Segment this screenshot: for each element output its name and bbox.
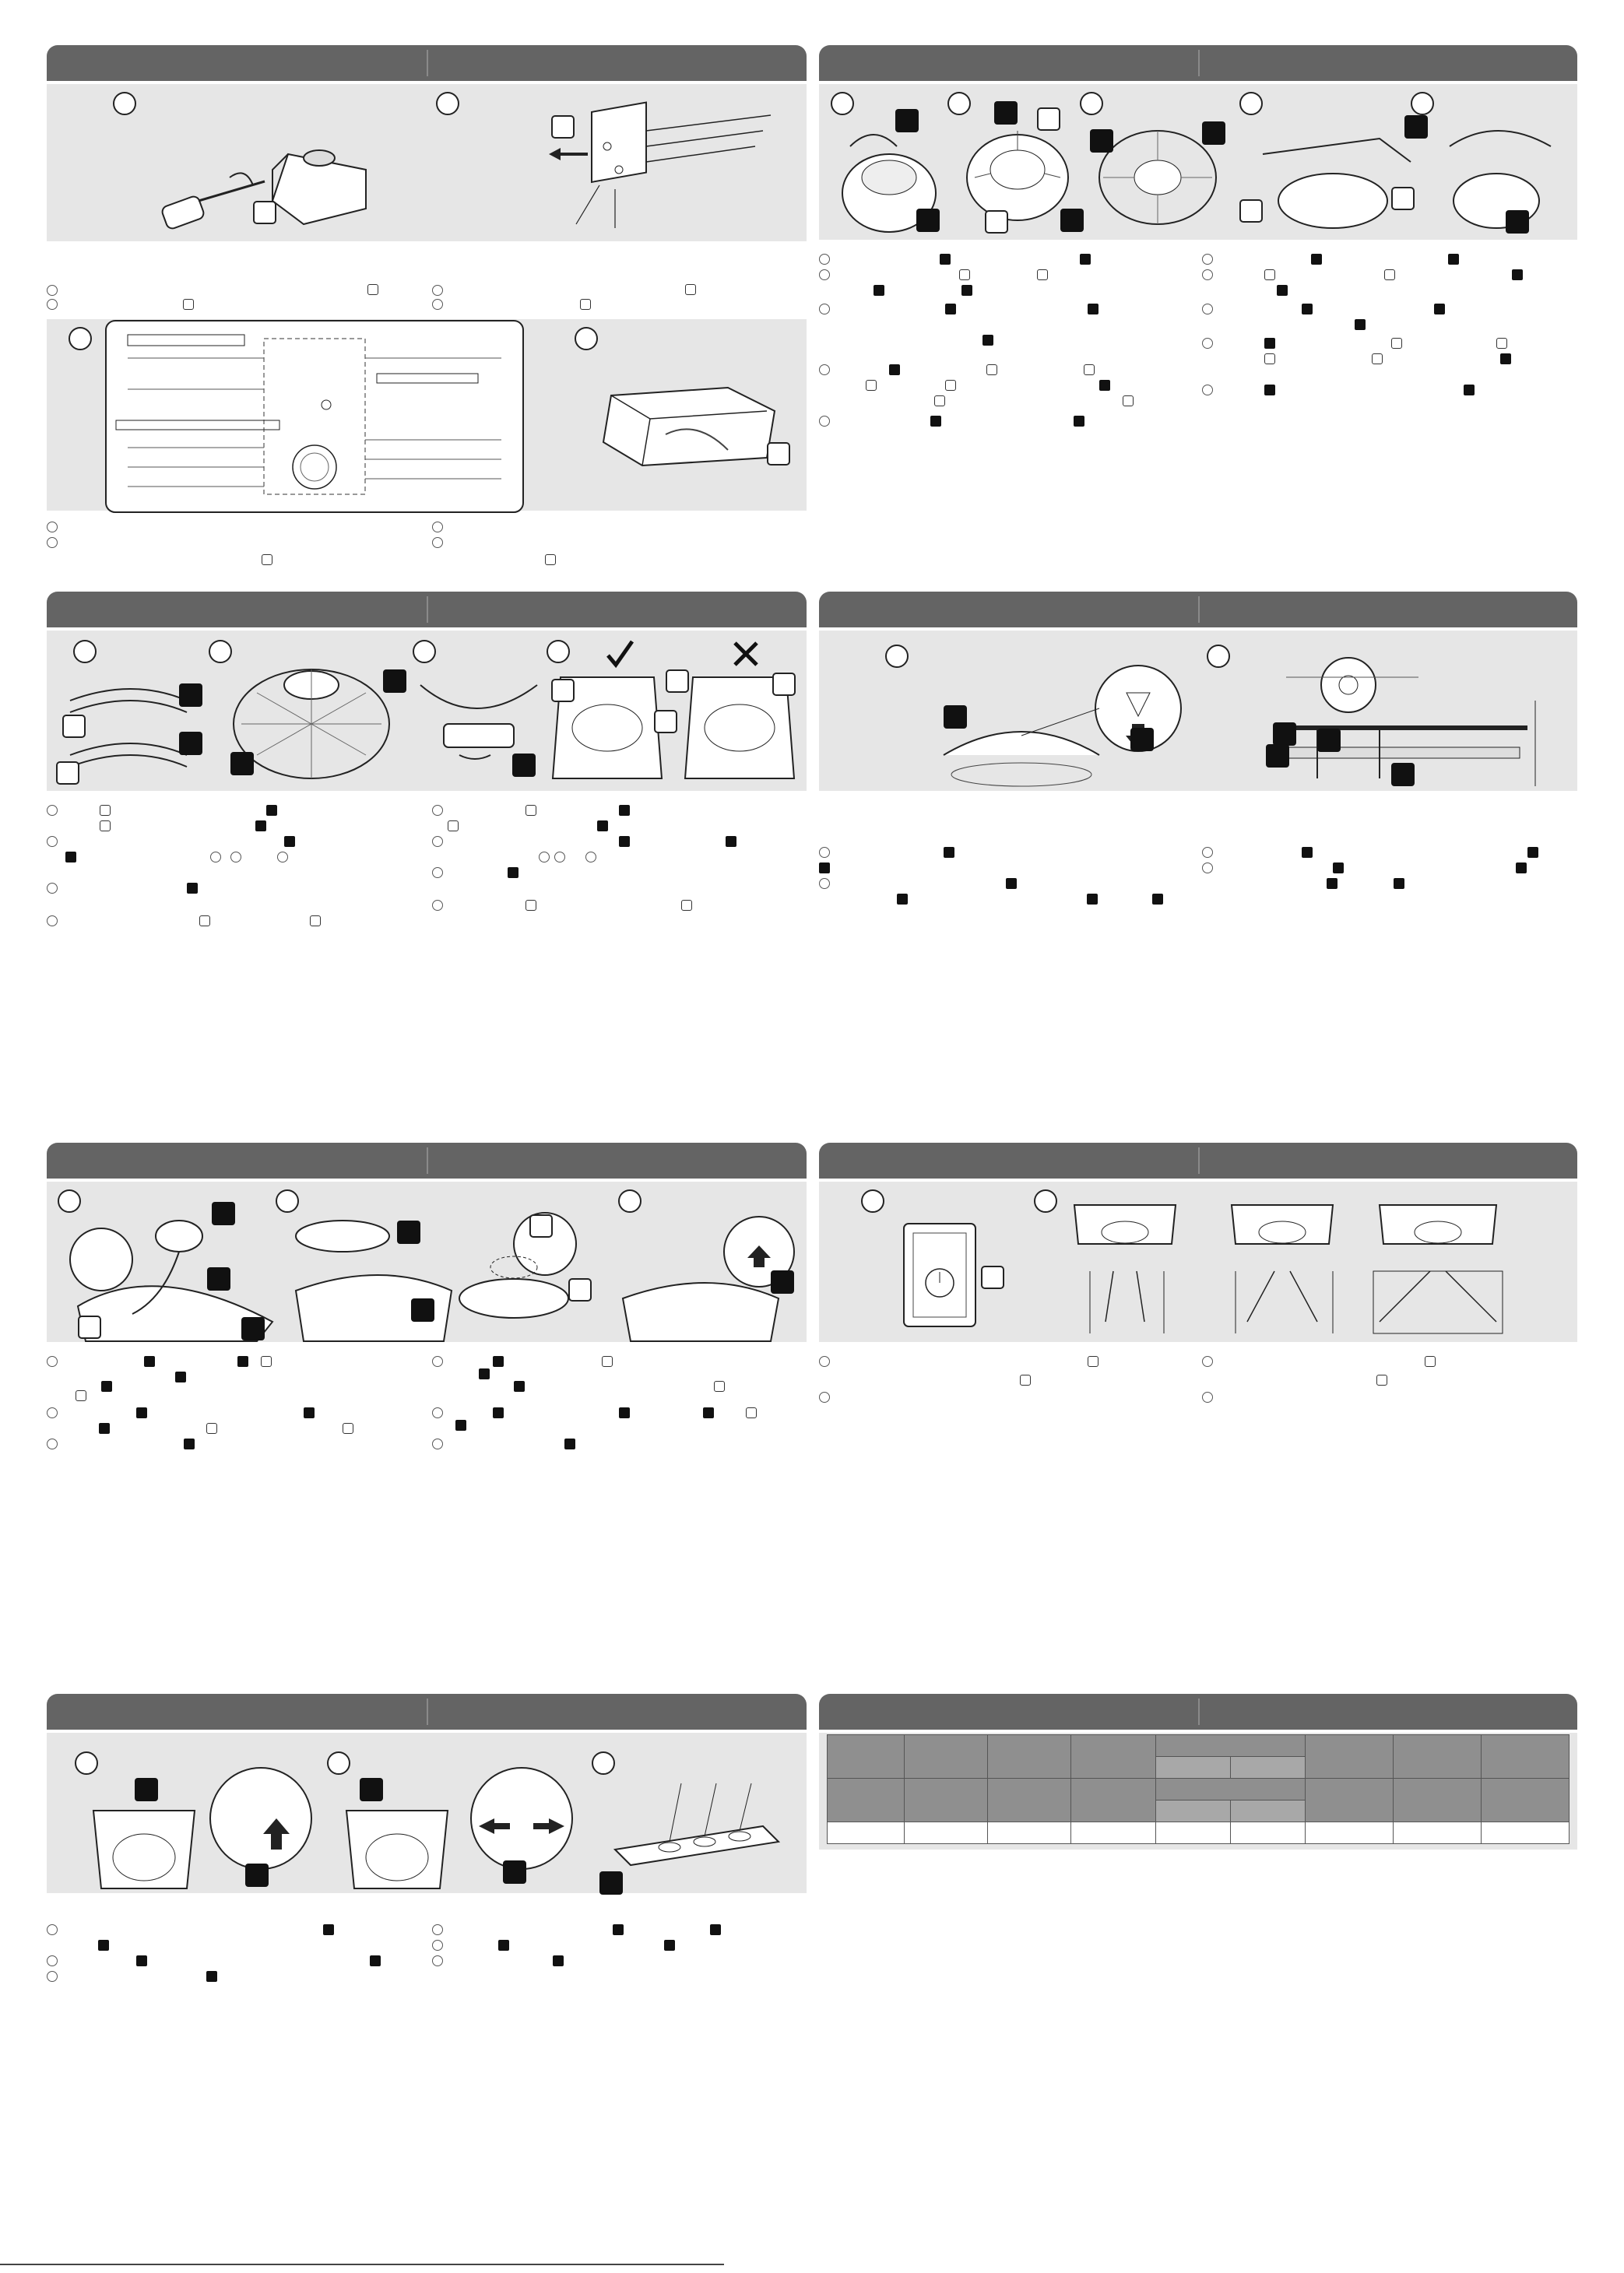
language-marker	[432, 805, 443, 816]
language-marker	[1202, 269, 1213, 280]
inline-ref	[498, 1940, 509, 1951]
language-marker	[554, 852, 565, 862]
inline-ref	[1074, 416, 1084, 427]
table-header-cell	[1306, 1735, 1394, 1779]
callout-badge	[503, 1860, 526, 1884]
inline-ref	[99, 1423, 110, 1434]
table-header-cell	[1482, 1779, 1570, 1822]
language-marker	[47, 299, 58, 310]
inline-ref	[98, 1940, 109, 1951]
inline-ref	[526, 900, 536, 911]
table-cell	[1482, 1822, 1570, 1844]
inline-ref	[1311, 254, 1322, 265]
callout-badge	[1506, 210, 1529, 234]
table-header-cell	[1156, 1757, 1231, 1779]
language-marker	[47, 1924, 58, 1935]
inline-ref	[370, 1955, 381, 1966]
inline-ref	[1333, 862, 1344, 873]
section-wall-control-and-airflow	[819, 1143, 1577, 1439]
section-wiring-and-box	[47, 45, 807, 574]
inline-ref	[101, 1381, 112, 1392]
section-header-bar	[819, 592, 1577, 627]
callout-badge	[1130, 728, 1154, 751]
inline-ref	[580, 299, 591, 310]
inline-ref	[545, 554, 556, 565]
inline-ref	[76, 1390, 86, 1401]
callout-badge	[1202, 121, 1225, 145]
table-header-cell	[1482, 1735, 1570, 1779]
table-cell	[988, 1822, 1071, 1844]
language-marker	[47, 883, 58, 894]
language-marker	[1202, 862, 1213, 873]
language-marker	[432, 867, 443, 878]
inline-ref	[986, 364, 997, 375]
section-fan-guard-and-blade-assembly	[819, 45, 1577, 442]
inline-ref	[1088, 1356, 1098, 1367]
callout-box	[1037, 107, 1060, 131]
callout-badge	[1317, 729, 1341, 752]
inline-ref	[597, 820, 608, 831]
inline-ref	[136, 1407, 147, 1418]
inline-ref	[1372, 353, 1383, 364]
table-header-cell	[1306, 1779, 1394, 1822]
callout-badge	[383, 669, 406, 693]
inline-ref	[619, 1407, 630, 1418]
page-footer-rule	[0, 2264, 724, 2265]
inline-ref	[982, 335, 993, 346]
language-marker	[47, 836, 58, 847]
language-marker	[47, 285, 58, 296]
inline-ref	[455, 1420, 466, 1431]
language-marker	[1202, 304, 1213, 314]
callout-badge	[245, 1864, 269, 1887]
inline-ref	[1527, 847, 1538, 858]
inline-ref	[897, 894, 908, 905]
callout-badge	[411, 1298, 434, 1322]
inline-ref	[1264, 385, 1275, 395]
inline-ref	[255, 820, 266, 831]
callout-box	[568, 1278, 592, 1302]
table-cell	[1394, 1822, 1482, 1844]
inline-ref	[681, 900, 692, 911]
inline-ref	[1327, 878, 1338, 889]
inline-ref	[934, 395, 945, 406]
inline-ref	[514, 1381, 525, 1392]
step-marker	[209, 640, 232, 663]
section-ceiling-mounting	[819, 592, 1577, 919]
template-strip-illustration	[607, 1779, 786, 1888]
inline-ref	[448, 820, 459, 831]
inline-ref	[944, 847, 954, 858]
callout-badge	[512, 754, 536, 777]
inline-ref	[1084, 364, 1095, 375]
inline-ref	[866, 380, 877, 391]
inline-ref	[175, 1372, 186, 1382]
inline-ref	[1500, 353, 1511, 364]
language-marker	[1202, 338, 1213, 349]
table-cell	[905, 1822, 988, 1844]
language-marker	[1202, 1392, 1213, 1403]
housing-cover-illustration	[280, 1205, 607, 1341]
language-marker	[819, 1356, 830, 1367]
inline-ref	[183, 299, 194, 310]
inline-ref	[1302, 304, 1313, 314]
inline-ref	[1264, 353, 1275, 364]
section-header-bar	[47, 592, 807, 627]
callout-box	[62, 715, 86, 738]
language-marker	[432, 1940, 443, 1951]
section-header-bar	[819, 1694, 1577, 1730]
inline-ref	[343, 1423, 353, 1434]
airflow-medium-illustration	[1224, 1197, 1341, 1337]
callout-badge	[1060, 209, 1084, 232]
callout-badge	[1273, 722, 1296, 746]
inline-ref	[136, 1955, 147, 1966]
callout-badge	[599, 1871, 623, 1895]
language-marker	[432, 1924, 443, 1935]
step-marker	[413, 640, 436, 663]
callout-badge	[916, 209, 940, 232]
language-marker	[47, 1955, 58, 1966]
inline-ref	[945, 304, 956, 314]
inline-ref	[961, 285, 972, 296]
inline-ref	[493, 1356, 504, 1367]
language-marker	[819, 254, 830, 265]
step-marker	[947, 92, 971, 115]
inline-ref	[619, 805, 630, 816]
airflow-wide-illustration	[1372, 1197, 1504, 1337]
inline-ref	[1391, 338, 1402, 349]
inline-ref	[726, 836, 736, 847]
section-clip-release-and-template	[47, 1694, 807, 1990]
language-marker	[432, 522, 443, 532]
inline-ref	[1464, 385, 1475, 395]
step-marker	[885, 645, 909, 668]
step-marker	[861, 1189, 884, 1213]
table-header-cell	[905, 1735, 988, 1779]
inline-ref	[310, 915, 321, 926]
inline-ref	[1516, 862, 1527, 873]
inline-ref	[1496, 338, 1507, 349]
table-header-cell	[1231, 1757, 1306, 1779]
section-specification-table	[819, 1694, 1577, 1850]
inline-ref	[199, 915, 210, 926]
inline-ref	[508, 867, 518, 878]
language-marker	[819, 878, 830, 889]
language-marker	[819, 1392, 830, 1403]
inline-ref	[746, 1407, 757, 1418]
section-header-bar	[819, 1143, 1577, 1179]
inline-ref	[100, 820, 111, 831]
table-cell	[828, 1822, 905, 1844]
table-header-cell	[1071, 1735, 1156, 1779]
inline-ref	[1448, 254, 1459, 265]
inline-ref	[1512, 269, 1523, 280]
callout-box	[529, 1214, 553, 1238]
language-marker	[47, 1407, 58, 1418]
callout-box	[551, 115, 575, 139]
callout-badge	[360, 1778, 383, 1801]
inline-ref	[479, 1368, 490, 1379]
clip-push-illustration	[86, 1764, 319, 1888]
language-marker	[819, 304, 830, 314]
table-header-cell	[828, 1779, 905, 1822]
step-marker	[1080, 92, 1103, 115]
callout-badge	[1266, 744, 1289, 768]
language-marker	[819, 416, 830, 427]
callout-box	[1391, 187, 1415, 210]
callout-badge	[230, 752, 254, 775]
inline-ref	[237, 1356, 248, 1367]
callout-box	[772, 673, 796, 696]
inline-ref	[1264, 338, 1275, 349]
inline-ref	[144, 1356, 155, 1367]
callout-badge	[212, 1202, 235, 1225]
section-guard-attachment-and-orientation	[47, 592, 807, 934]
inline-ref	[1394, 878, 1404, 889]
inline-ref	[266, 805, 277, 816]
inline-ref	[1080, 254, 1091, 265]
inline-ref	[710, 1924, 721, 1935]
inline-ref	[1020, 1375, 1031, 1386]
table-header-cell	[1394, 1779, 1482, 1822]
callout-box	[985, 210, 1008, 234]
inline-ref	[1264, 269, 1275, 280]
step-marker	[547, 640, 570, 663]
callout-badge	[1090, 129, 1113, 153]
language-marker	[585, 852, 596, 862]
inline-ref	[1152, 894, 1163, 905]
specification-table	[827, 1734, 1570, 1844]
step-marker	[69, 327, 92, 350]
callout-badge	[207, 1267, 230, 1291]
section-header-bar	[47, 1694, 807, 1730]
table-header-cell	[1156, 1779, 1306, 1800]
inline-ref	[714, 1381, 725, 1392]
inline-ref	[1302, 847, 1313, 858]
section-motor-housing-assembly	[47, 1143, 807, 1509]
language-marker	[432, 836, 443, 847]
inline-ref	[1425, 1356, 1436, 1367]
table-header-cell	[1394, 1735, 1482, 1779]
wiring-diagram-icon	[104, 319, 525, 515]
callout-box	[551, 679, 575, 702]
inline-ref	[184, 1439, 195, 1449]
callout-box	[654, 710, 677, 733]
language-marker	[432, 299, 443, 310]
language-marker	[819, 269, 830, 280]
inline-ref	[65, 852, 76, 862]
callout-badge	[241, 1317, 265, 1340]
language-marker	[819, 847, 830, 858]
step-marker	[1411, 92, 1434, 115]
callout-box	[767, 442, 790, 465]
table-header-cell	[1156, 1735, 1306, 1757]
callout-box	[56, 761, 79, 785]
table-cell	[1156, 1822, 1231, 1844]
step-marker	[592, 1751, 615, 1775]
table-cell	[1231, 1822, 1306, 1844]
callout-badge	[1391, 763, 1415, 786]
callout-box	[981, 1266, 1004, 1289]
callout-badge	[994, 101, 1018, 125]
inline-ref	[819, 862, 830, 873]
inline-ref	[1355, 319, 1366, 330]
callout-badge	[771, 1270, 794, 1294]
inline-ref	[367, 284, 378, 295]
callout-box	[253, 201, 276, 224]
language-marker	[432, 1955, 443, 1966]
inline-ref	[304, 1407, 315, 1418]
inline-ref	[553, 1955, 564, 1966]
language-marker	[819, 364, 830, 375]
callout-badge	[397, 1221, 420, 1244]
callout-badge	[895, 109, 919, 132]
step-marker	[1239, 92, 1263, 115]
inline-ref	[284, 836, 295, 847]
table-header-cell	[1071, 1779, 1156, 1822]
inline-ref	[945, 380, 956, 391]
language-marker	[47, 522, 58, 532]
language-marker	[539, 852, 550, 862]
inline-ref	[940, 254, 951, 265]
inline-ref	[685, 284, 696, 295]
inline-ref	[262, 554, 272, 565]
inline-ref	[493, 1407, 504, 1418]
table-header-cell	[1156, 1800, 1231, 1822]
checkmark-icon	[604, 638, 635, 669]
inline-ref	[1376, 1375, 1387, 1386]
inline-ref	[1006, 878, 1017, 889]
inline-ref	[564, 1439, 575, 1449]
inline-ref	[1037, 269, 1048, 280]
blade-hub-illustration	[959, 115, 1076, 240]
table-header-cell	[905, 1779, 988, 1822]
language-marker	[1202, 847, 1213, 858]
language-marker	[277, 852, 288, 862]
inline-ref	[1099, 380, 1110, 391]
step-marker	[73, 640, 97, 663]
inline-ref	[1384, 269, 1395, 280]
inline-ref	[930, 416, 941, 427]
callout-badge	[135, 1778, 158, 1801]
table-cell	[1071, 1822, 1156, 1844]
section-header-bar	[47, 45, 807, 81]
inline-ref	[1088, 304, 1098, 314]
inline-ref	[1277, 285, 1288, 296]
step-marker	[436, 92, 459, 115]
step-marker	[1034, 1189, 1057, 1213]
language-marker	[47, 537, 58, 548]
language-marker	[432, 900, 443, 911]
language-marker	[432, 1407, 443, 1418]
table-header-cell	[1231, 1800, 1306, 1822]
language-marker	[210, 852, 221, 862]
inline-ref	[187, 883, 198, 894]
language-marker	[47, 805, 58, 816]
inline-ref	[261, 1356, 272, 1367]
inline-ref	[874, 285, 884, 296]
airflow-narrow-illustration	[1067, 1197, 1183, 1337]
wall-switch-icon	[901, 1221, 979, 1330]
language-marker	[47, 915, 58, 926]
inline-ref	[206, 1971, 217, 1982]
inline-ref	[619, 836, 630, 847]
callout-badge	[179, 732, 202, 755]
step-marker	[831, 92, 854, 115]
language-marker	[432, 1439, 443, 1449]
step-marker	[1207, 645, 1230, 668]
inline-ref	[1434, 304, 1445, 314]
inline-ref	[889, 364, 900, 375]
language-marker	[432, 1356, 443, 1367]
table-header-cell	[988, 1735, 1071, 1779]
inline-ref	[613, 1924, 624, 1935]
inline-ref	[602, 1356, 613, 1367]
inline-ref	[959, 269, 970, 280]
section-header-bar	[47, 1143, 807, 1179]
language-marker	[230, 852, 241, 862]
callout-box	[78, 1316, 101, 1339]
inline-ref	[664, 1940, 675, 1951]
callout-box	[666, 669, 689, 693]
language-marker	[432, 537, 443, 548]
inline-ref	[703, 1407, 714, 1418]
table-cell	[1306, 1822, 1394, 1844]
inline-ref	[1087, 894, 1098, 905]
callout-badge	[179, 683, 202, 707]
table-header-cell	[988, 1779, 1071, 1822]
step-marker	[113, 92, 136, 115]
language-marker	[1202, 1356, 1213, 1367]
language-marker	[1202, 385, 1213, 395]
step-marker	[575, 327, 598, 350]
cross-icon	[732, 640, 760, 668]
callout-badge	[944, 705, 967, 729]
language-marker	[47, 1439, 58, 1449]
junction-box-illustration	[596, 364, 790, 481]
inline-ref	[206, 1423, 217, 1434]
language-marker	[47, 1971, 58, 1982]
language-marker	[1202, 254, 1213, 265]
section-header-bar	[819, 45, 1577, 81]
language-marker	[432, 285, 443, 296]
inline-ref	[1123, 395, 1134, 406]
inline-ref	[100, 805, 111, 816]
callout-box	[1239, 199, 1263, 223]
language-marker	[47, 1356, 58, 1367]
inline-ref	[526, 805, 536, 816]
table-header-cell	[828, 1735, 905, 1779]
inline-ref	[323, 1924, 334, 1935]
callout-badge	[1404, 115, 1428, 139]
